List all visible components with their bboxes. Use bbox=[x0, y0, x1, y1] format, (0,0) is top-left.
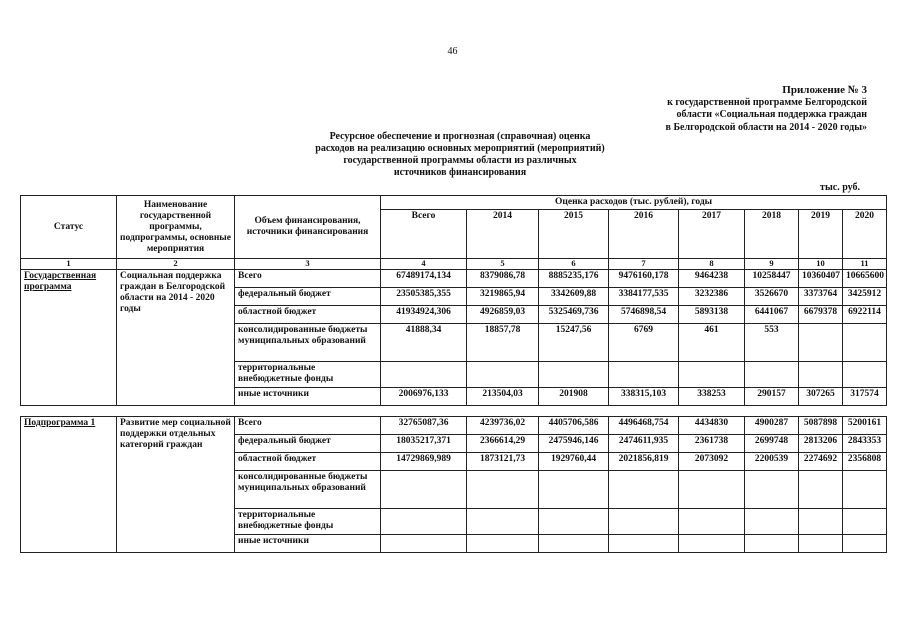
year-value-cell bbox=[799, 471, 843, 509]
year-value-cell: 2699748 bbox=[745, 435, 799, 453]
year-value-cell bbox=[843, 324, 887, 362]
appendix-line-4: в Белгородской области на 2014 - 2020 годы» bbox=[665, 121, 867, 133]
block-separator bbox=[21, 406, 887, 417]
funding-source-cell: иные источники bbox=[235, 388, 381, 406]
year-value-cell bbox=[609, 471, 679, 509]
year-value-cell: 6679378 bbox=[799, 306, 843, 324]
column-index: 6 bbox=[539, 259, 609, 270]
year-value-cell bbox=[609, 535, 679, 553]
document-title bbox=[250, 131, 670, 179]
year-value-cell bbox=[843, 471, 887, 509]
year-value-cell: 461 bbox=[679, 324, 745, 362]
year-value-cell: 2073092 bbox=[679, 453, 745, 471]
year-value-cell: 2366614,29 bbox=[467, 435, 539, 453]
page-number: 46 bbox=[447, 46, 458, 57]
year-value-cell bbox=[799, 535, 843, 553]
year-value-cell bbox=[843, 535, 887, 553]
year-value-cell bbox=[843, 509, 887, 535]
year-value-cell: 4239736,02 bbox=[467, 417, 539, 435]
title-line-4: источников финансирования bbox=[393, 167, 527, 178]
table-row bbox=[21, 270, 887, 288]
total-value-cell bbox=[381, 509, 467, 535]
column-index: 10 bbox=[799, 259, 843, 270]
total-value-cell: 18035217,371 bbox=[381, 435, 467, 453]
year-value-cell: 8885235,176 bbox=[539, 270, 609, 288]
year-value-cell: 6922114 bbox=[843, 306, 887, 324]
year-value-cell bbox=[609, 509, 679, 535]
finance-table bbox=[20, 195, 887, 553]
year-value-cell: 3342609,88 bbox=[539, 288, 609, 306]
year-value-cell bbox=[745, 362, 799, 388]
appendix-note bbox=[666, 84, 867, 134]
year-value-cell: 4900287 bbox=[745, 417, 799, 435]
total-value-cell: 14729869,989 bbox=[381, 453, 467, 471]
year-value-cell: 9464238 bbox=[679, 270, 745, 288]
year-value-cell: 2021856,819 bbox=[609, 453, 679, 471]
year-value-cell: 2475946,146 bbox=[539, 435, 609, 453]
column-index: 9 bbox=[745, 259, 799, 270]
column-index: 3 bbox=[235, 259, 381, 270]
year-value-cell bbox=[799, 509, 843, 535]
year-value-cell: 18857,78 bbox=[467, 324, 539, 362]
year-value-cell bbox=[539, 471, 609, 509]
year-value-cell: 10360407 bbox=[799, 270, 843, 288]
year-value-cell: 2361738 bbox=[679, 435, 745, 453]
year-value-cell: 5087898 bbox=[799, 417, 843, 435]
funding-source-cell: иные источники bbox=[235, 535, 381, 553]
year-value-cell: 2274692 bbox=[799, 453, 843, 471]
column-index: 1 bbox=[21, 259, 117, 270]
year-value-cell: 5200161 bbox=[843, 417, 887, 435]
funding-source-cell: территориальные внебюджетные фонды bbox=[235, 509, 381, 535]
year-value-cell: 1873121,73 bbox=[467, 453, 539, 471]
header-year: 2017 bbox=[679, 210, 745, 259]
title-line-1: Ресурсное обеспечение и прогнозная (справочная) оценка bbox=[329, 131, 591, 142]
year-value-cell bbox=[467, 362, 539, 388]
year-value-cell bbox=[799, 324, 843, 362]
year-value-cell bbox=[539, 535, 609, 553]
program-name-cell: Социальная поддержка граждан в Белгородской области на 2014 - 2020 годы bbox=[117, 270, 235, 406]
column-index: 11 bbox=[843, 259, 887, 270]
block-state-program bbox=[21, 270, 887, 406]
header-name: Наименование государственной программы, подпрограммы, основные мероприятия bbox=[117, 196, 235, 259]
year-value-cell: 2474611,935 bbox=[609, 435, 679, 453]
year-value-cell: 3384177,535 bbox=[609, 288, 679, 306]
header-total: Всего bbox=[381, 210, 467, 259]
total-value-cell: 41934924,306 bbox=[381, 306, 467, 324]
year-value-cell: 1929760,44 bbox=[539, 453, 609, 471]
header-year: 2014 bbox=[467, 210, 539, 259]
year-value-cell bbox=[679, 471, 745, 509]
year-value-cell: 3425912 bbox=[843, 288, 887, 306]
year-value-cell: 10258447 bbox=[745, 270, 799, 288]
funding-source-cell: консолидированные бюджеты муниципальных образований bbox=[235, 471, 381, 509]
year-value-cell: 8379086,78 bbox=[467, 270, 539, 288]
year-value-cell bbox=[539, 362, 609, 388]
funding-source-cell: территориальные внебюджетные фонды bbox=[235, 362, 381, 388]
year-value-cell bbox=[843, 362, 887, 388]
year-value-cell: 4405706,586 bbox=[539, 417, 609, 435]
year-value-cell bbox=[745, 509, 799, 535]
year-value-cell: 10665600 bbox=[843, 270, 887, 288]
year-value-cell bbox=[799, 362, 843, 388]
year-value-cell: 6441067 bbox=[745, 306, 799, 324]
appendix-line-2: к государственной программе Белгородской bbox=[667, 96, 867, 108]
funding-source-cell: областной бюджет bbox=[235, 306, 381, 324]
year-value-cell: 201908 bbox=[539, 388, 609, 406]
title-line-2: расходов на реализацию основных мероприятий (мероприятий) bbox=[315, 143, 605, 154]
year-value-cell bbox=[745, 535, 799, 553]
block-subprogram-1 bbox=[21, 417, 887, 553]
year-value-cell: 2356808 bbox=[843, 453, 887, 471]
year-value-cell: 3232386 bbox=[679, 288, 745, 306]
year-value-cell bbox=[467, 471, 539, 509]
column-index: 8 bbox=[679, 259, 745, 270]
header-year: 2015 bbox=[539, 210, 609, 259]
year-value-cell: 2200539 bbox=[745, 453, 799, 471]
column-index: 7 bbox=[609, 259, 679, 270]
header-status: Статус bbox=[21, 196, 117, 259]
year-value-cell: 5893138 bbox=[679, 306, 745, 324]
year-value-cell: 317574 bbox=[843, 388, 887, 406]
year-value-cell bbox=[539, 509, 609, 535]
year-value-cell bbox=[679, 362, 745, 388]
appendix-line-3: области «Социальная поддержка граждан bbox=[676, 109, 867, 120]
unit-label: тыс. руб. bbox=[820, 182, 860, 193]
column-index: 4 bbox=[381, 259, 467, 270]
year-value-cell: 338253 bbox=[679, 388, 745, 406]
year-value-cell: 290157 bbox=[745, 388, 799, 406]
header-year: 2020 bbox=[843, 210, 887, 259]
year-value-cell: 4926859,03 bbox=[467, 306, 539, 324]
year-value-cell: 4434830 bbox=[679, 417, 745, 435]
year-value-cell bbox=[467, 509, 539, 535]
status-cell: Подпрограмма 1 bbox=[21, 417, 117, 553]
year-value-cell: 3373764 bbox=[799, 288, 843, 306]
year-value-cell: 338315,103 bbox=[609, 388, 679, 406]
header-source: Объем финансирования, источники финансирования bbox=[235, 196, 381, 259]
funding-source-cell: Всего bbox=[235, 270, 381, 288]
year-value-cell: 213504,03 bbox=[467, 388, 539, 406]
funding-source-cell: консолидированные бюджеты муниципальных образований bbox=[235, 324, 381, 362]
header-year: 2016 bbox=[609, 210, 679, 259]
header-year: 2018 bbox=[745, 210, 799, 259]
funding-source-cell: федеральный бюджет bbox=[235, 435, 381, 453]
total-value-cell bbox=[381, 535, 467, 553]
year-value-cell: 2813206 bbox=[799, 435, 843, 453]
total-value-cell: 23505385,355 bbox=[381, 288, 467, 306]
year-value-cell: 5325469,736 bbox=[539, 306, 609, 324]
year-value-cell: 3219865,94 bbox=[467, 288, 539, 306]
status-cell: Государственная программа bbox=[21, 270, 117, 406]
header-year: 2019 bbox=[799, 210, 843, 259]
total-value-cell bbox=[381, 362, 467, 388]
title-line-3: государственной программы области из различных bbox=[343, 155, 577, 166]
year-value-cell: 9476160,178 bbox=[609, 270, 679, 288]
program-name-cell: Развитие мер социальной поддержки отдельных категорий граждан bbox=[117, 417, 235, 553]
total-value-cell: 41888,34 bbox=[381, 324, 467, 362]
total-value-cell: 32765087,36 bbox=[381, 417, 467, 435]
year-value-cell: 307265 bbox=[799, 388, 843, 406]
header-estimate: Оценка расходов (тыс. рублей), годы bbox=[381, 196, 887, 210]
total-value-cell bbox=[381, 471, 467, 509]
funding-source-cell: областной бюджет bbox=[235, 453, 381, 471]
year-value-cell: 15247,56 bbox=[539, 324, 609, 362]
year-value-cell bbox=[745, 471, 799, 509]
column-index: 2 bbox=[117, 259, 235, 270]
year-value-cell: 6769 bbox=[609, 324, 679, 362]
year-value-cell bbox=[679, 535, 745, 553]
year-value-cell: 5746898,54 bbox=[609, 306, 679, 324]
year-value-cell bbox=[467, 535, 539, 553]
year-value-cell bbox=[609, 362, 679, 388]
year-value-cell: 3526670 bbox=[745, 288, 799, 306]
appendix-line-1: Приложение № 3 bbox=[782, 84, 867, 96]
year-value-cell: 2843353 bbox=[843, 435, 887, 453]
funding-source-cell: федеральный бюджет bbox=[235, 288, 381, 306]
total-value-cell: 67489174,134 bbox=[381, 270, 467, 288]
year-value-cell: 553 bbox=[745, 324, 799, 362]
column-index: 5 bbox=[467, 259, 539, 270]
table-row bbox=[21, 417, 887, 435]
year-value-cell bbox=[679, 509, 745, 535]
funding-source-cell: Всего bbox=[235, 417, 381, 435]
total-value-cell: 2006976,133 bbox=[381, 388, 467, 406]
year-value-cell: 4496468,754 bbox=[609, 417, 679, 435]
